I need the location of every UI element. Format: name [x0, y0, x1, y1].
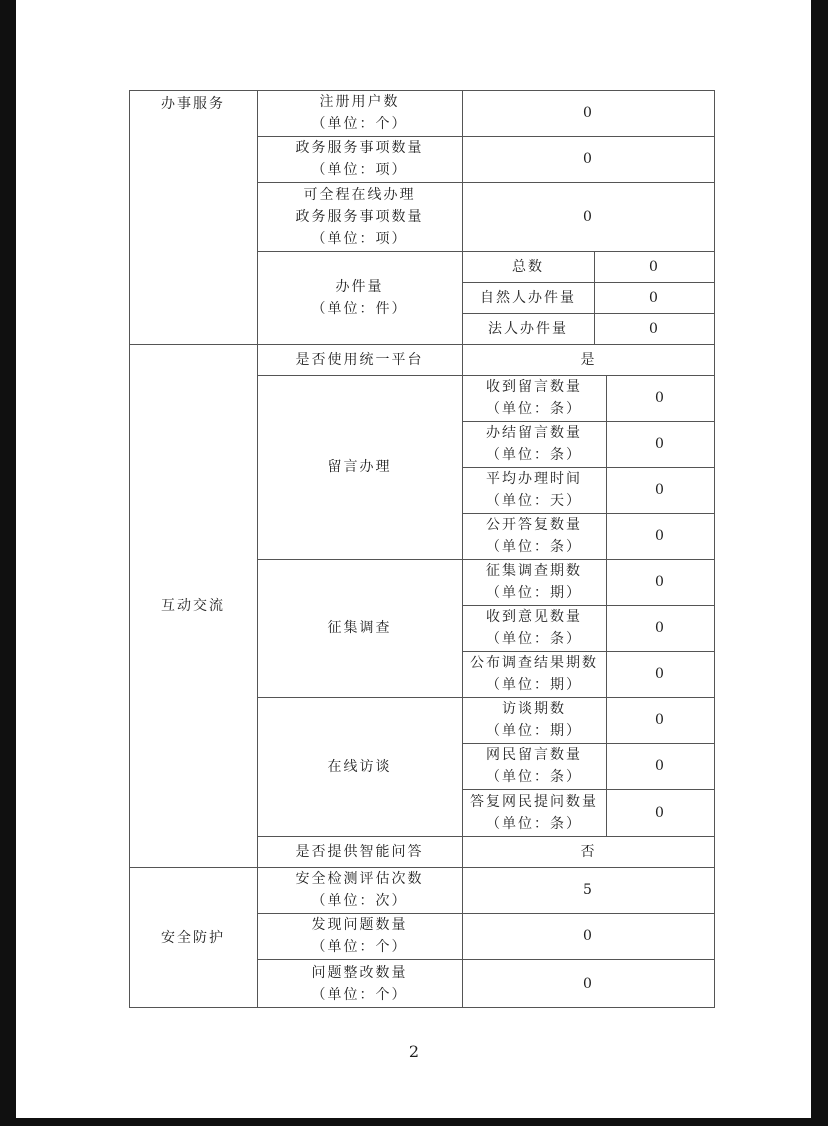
smart-qa-label: 是否提供智能问答 [295, 843, 424, 860]
interview-answers-value: 0 [655, 804, 666, 821]
survey-opinions-label: 收到意见数量 （单位：条） [486, 609, 582, 647]
page-number: 2 [408, 1042, 420, 1061]
cases-total-value: 0 [649, 258, 660, 275]
unified-platform-label: 是否使用统一平台 [295, 351, 424, 368]
messages-received-label: 收到留言数量 （单位：条） [486, 379, 582, 417]
messages-resolved-value: 0 [655, 436, 666, 452]
messages-public-value: 0 [655, 528, 666, 544]
registered-users-label: 注册用户数 （单位：个） [311, 94, 408, 132]
cases-natural-label: 自然人办件量 [480, 289, 576, 306]
online-items-label: 可全程在线办理 政务服务事项数量 （单位：项） [295, 186, 424, 247]
survey-periods-label: 征集调查期数 （单位：期） [486, 563, 582, 601]
issues-fixed-label: 问题整改数量 （单位：个） [311, 964, 408, 1003]
online-items-value: 0 [583, 208, 594, 225]
cases-legal-label: 法人办件量 [488, 320, 568, 337]
messages-avg-time-value: 0 [655, 482, 666, 498]
cases-natural-value: 0 [649, 289, 660, 306]
cases-label: 办件量 （单位：件） [311, 278, 408, 317]
cases-total-label: 总数 [512, 258, 544, 275]
service-items-label: 政务服务事项数量 （单位：项） [295, 140, 424, 178]
survey-results-label: 公布调查结果期数 （单位：期） [470, 655, 598, 693]
interview-answers-label: 答复网民提问数量 （单位：条） [470, 793, 598, 832]
survey-opinions-value: 0 [655, 620, 666, 636]
messages-avg-time-label: 平均办理时间 （单位：天） [486, 471, 582, 509]
issues-found-label: 发现问题数量 （单位：个） [311, 917, 408, 955]
smart-qa-value: 否 [580, 843, 597, 860]
service-items-value: 0 [583, 151, 594, 167]
survey-results-value: 0 [655, 666, 666, 682]
messages-resolved-label: 办结留言数量 （单位：条） [486, 425, 582, 463]
interview-label: 在线访谈 [327, 758, 392, 775]
evaluations-label: 安全检测评估次数 （单位：次） [295, 871, 424, 909]
issues-fixed-value: 0 [583, 975, 594, 992]
issues-found-value: 0 [583, 928, 594, 944]
messages-received-value: 0 [655, 390, 666, 406]
survey-periods-value: 0 [655, 574, 666, 590]
cases-legal-value: 0 [649, 320, 660, 337]
interview-netizen-label: 网民留言数量 （单位：条） [486, 747, 582, 785]
interview-periods-label: 访谈期数 （单位：期） [486, 701, 582, 739]
survey-label: 征集调查 [327, 620, 392, 636]
messages-public-label: 公开答复数量 （单位：条） [486, 517, 582, 555]
messages-label: 留言办理 [327, 459, 392, 475]
section-interaction-title: 互动交流 [161, 597, 225, 614]
registered-users-value: 0 [583, 105, 594, 121]
evaluations-value: 5 [583, 882, 594, 898]
interview-netizen-value: 0 [655, 758, 666, 774]
interview-periods-value: 0 [655, 712, 666, 728]
section-security-title: 安全防护 [161, 929, 225, 946]
unified-platform-value: 是 [580, 351, 597, 368]
section-service-title: 办事服务 [161, 96, 225, 112]
